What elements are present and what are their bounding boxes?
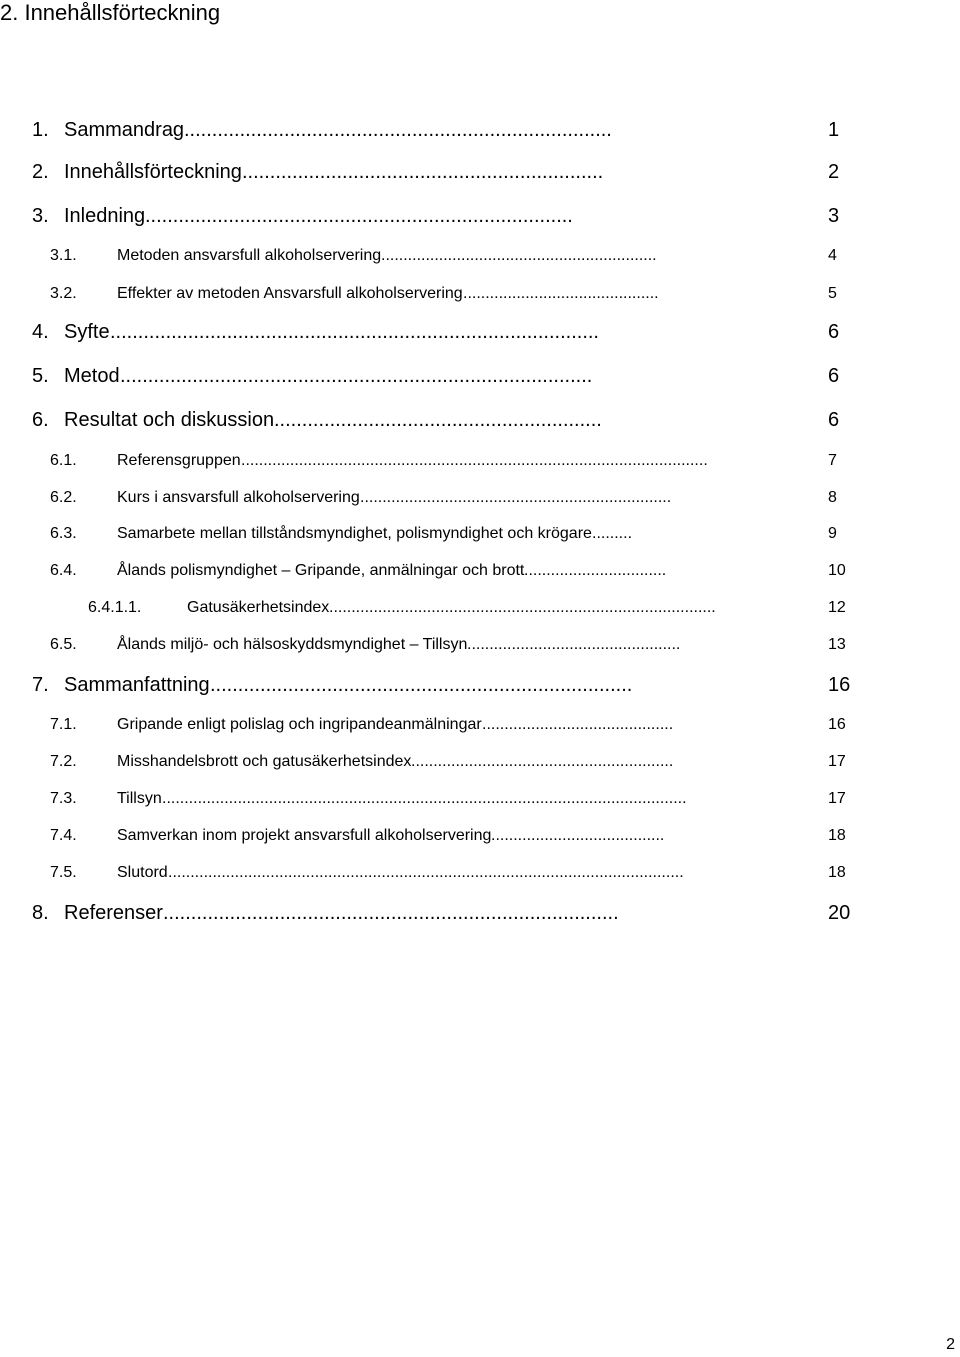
toc-entry-leader-dots: ............................................................................ bbox=[210, 674, 633, 696]
toc-entry-page-number: 1 bbox=[828, 119, 840, 141]
toc-entry-number: 3.1. bbox=[50, 247, 77, 264]
toc-entry-leader-dots: ......... bbox=[592, 525, 633, 542]
toc-entry-title: Gripande enligt polislag och ingripandeanmälningar bbox=[117, 716, 482, 733]
toc-entry[interactable] bbox=[0, 407, 960, 433]
toc-entry[interactable] bbox=[0, 283, 960, 305]
toc-entry-title: Samverkan inom projekt ansvarsfull alkoholservering bbox=[117, 827, 492, 844]
toc-entry-page-number: 13 bbox=[828, 636, 846, 653]
toc-entry-number: 7.4. bbox=[50, 827, 77, 844]
toc-entry-number: 8. bbox=[32, 902, 49, 924]
toc-entry-leader-dots: ........................................... bbox=[482, 716, 674, 733]
toc-entry-page-number: 3 bbox=[828, 205, 840, 227]
toc-entry-leader-dots: ................................................................. bbox=[242, 161, 604, 183]
toc-entry-title: Syfte bbox=[64, 321, 110, 343]
toc-entry-leader-dots: .................................................................................................................... bbox=[168, 864, 684, 881]
toc-entry-page-number: 7 bbox=[828, 452, 837, 469]
toc-entry-page-number: 18 bbox=[828, 864, 846, 881]
toc-entry-page-number: 6 bbox=[828, 365, 840, 387]
toc-entry-title: Misshandelsbrott och gatusäkerhetsindex bbox=[117, 753, 412, 770]
toc-entry[interactable] bbox=[0, 117, 960, 143]
toc-entry-number: 6. bbox=[32, 409, 49, 431]
toc-entry-title: Gatusäkerhetsindex bbox=[187, 599, 330, 616]
toc-entry[interactable] bbox=[0, 788, 960, 810]
toc-entry[interactable] bbox=[0, 159, 960, 185]
page-title: 2. Innehållsförteckning bbox=[0, 0, 221, 25]
toc-entry-number: 3. bbox=[32, 205, 49, 227]
toc-entry-page-number: 18 bbox=[828, 827, 846, 844]
toc-entry[interactable] bbox=[0, 203, 960, 229]
toc-entry-number: 6.3. bbox=[50, 525, 77, 542]
toc-entry-leader-dots: ........................................................... bbox=[274, 409, 602, 431]
toc-entry[interactable] bbox=[0, 900, 960, 926]
toc-entry-number: 6.4.1.1. bbox=[88, 599, 142, 616]
page-number: 2 bbox=[946, 1336, 955, 1353]
toc-entry-title: Ålands polismyndighet – Gripande, anmälningar och brott bbox=[117, 562, 525, 579]
toc-entry-leader-dots: ................................................ bbox=[467, 636, 681, 653]
toc-entry[interactable] bbox=[0, 245, 960, 267]
toc-entry-page-number: 6 bbox=[828, 321, 840, 343]
toc-entry-leader-dots: ....................................................................................... bbox=[329, 599, 716, 616]
toc-entry-page-number: 20 bbox=[828, 902, 851, 924]
toc-entry-title: Metod bbox=[64, 365, 120, 387]
toc-entry-page-number: 16 bbox=[828, 716, 846, 733]
toc-entry-page-number: 8 bbox=[828, 489, 837, 506]
toc-entry-page-number: 17 bbox=[828, 790, 846, 807]
toc-entry-number: 5. bbox=[32, 365, 49, 387]
toc-entry-leader-dots: ...................................................................... bbox=[360, 489, 672, 506]
toc-entry[interactable] bbox=[0, 597, 960, 619]
toc-entry-leader-dots: ............................................................................. bbox=[184, 119, 612, 141]
toc-entry-number: 7.1. bbox=[50, 716, 77, 733]
toc-entry-title: Metoden ansvarsfull alkoholservering bbox=[117, 247, 382, 264]
toc-entry[interactable] bbox=[0, 560, 960, 582]
toc-entry-leader-dots: ........................................................... bbox=[411, 753, 674, 770]
toc-entry-title: Kurs i ansvarsfull alkoholservering bbox=[117, 489, 360, 506]
toc-entry[interactable] bbox=[0, 672, 960, 698]
toc-entry-title: Ålands miljö- och hälsoskyddsmyndighet – Tillsyn bbox=[117, 636, 468, 653]
toc-entry-page-number: 2 bbox=[828, 161, 840, 183]
toc-entry[interactable] bbox=[0, 714, 960, 736]
toc-entry-number: 7.2. bbox=[50, 753, 77, 770]
toc-entry-number: 4. bbox=[32, 321, 49, 343]
toc-entry-title: Innehållsförteckning bbox=[64, 161, 242, 183]
toc-entry-page-number: 12 bbox=[828, 599, 846, 616]
toc-entry-number: 6.4. bbox=[50, 562, 77, 579]
toc-entry[interactable] bbox=[0, 862, 960, 884]
toc-entry-number: 6.5. bbox=[50, 636, 77, 653]
toc-entry-title: Slutord bbox=[117, 864, 168, 881]
toc-entry-page-number: 4 bbox=[828, 247, 837, 264]
toc-entry-leader-dots: ........................................................................................ bbox=[110, 321, 599, 343]
toc-entry-number: 3.2. bbox=[50, 285, 77, 302]
toc-entry-leader-dots: ............................................ bbox=[463, 285, 659, 302]
toc-entry-page-number: 5 bbox=[828, 285, 837, 302]
toc-entry-page-number: 17 bbox=[828, 753, 846, 770]
toc-entry-number: 6.1. bbox=[50, 452, 77, 469]
toc-entry-title: Sammandrag bbox=[64, 119, 185, 141]
toc-entry-leader-dots: ............................................................................. bbox=[145, 205, 573, 227]
toc-entry-title: Effekter av metoden Ansvarsfull alkoholservering bbox=[117, 285, 463, 302]
toc-entry-page-number: 6 bbox=[828, 409, 840, 431]
toc-entry[interactable] bbox=[0, 634, 960, 656]
toc-entry-number: 7.3. bbox=[50, 790, 77, 807]
toc-entry-leader-dots: ....................................... bbox=[491, 827, 665, 844]
toc-entry[interactable] bbox=[0, 319, 960, 345]
toc-entry[interactable] bbox=[0, 523, 960, 545]
toc-entry-title: Samarbete mellan tillståndsmyndighet, polismyndighet och krögare bbox=[117, 525, 592, 542]
toc-entry-number: 7.5. bbox=[50, 864, 77, 881]
toc-entry-title: Sammanfattning bbox=[64, 674, 210, 696]
toc-entry-title: Tillsyn bbox=[117, 790, 162, 807]
toc-entry-leader-dots: ...................................................................................................................... bbox=[162, 790, 687, 807]
toc-entry-leader-dots: ................................ bbox=[524, 562, 667, 579]
toc-entry-number: 2. bbox=[32, 161, 49, 183]
toc-entry-number: 6.2. bbox=[50, 489, 77, 506]
toc-entry[interactable] bbox=[0, 487, 960, 509]
toc-entry-page-number: 9 bbox=[828, 525, 837, 542]
toc-entry-leader-dots: ......................................................................................................... bbox=[241, 452, 708, 469]
toc-entry-title: Referensgruppen bbox=[117, 452, 241, 469]
toc-entry[interactable] bbox=[0, 825, 960, 847]
toc-entry-title: Referenser bbox=[64, 902, 163, 924]
toc-entry-leader-dots: .................................................................................. bbox=[163, 902, 619, 924]
toc-entry-leader-dots: .............................................................. bbox=[381, 247, 657, 264]
toc-entry-title: Inledning bbox=[64, 205, 146, 227]
toc-entry-page-number: 16 bbox=[828, 674, 851, 696]
toc-entry-number: 7. bbox=[32, 674, 49, 696]
toc-entry-number: 1. bbox=[32, 119, 49, 141]
toc-entry[interactable] bbox=[0, 751, 960, 773]
toc-entry-title: Resultat och diskussion bbox=[64, 409, 275, 431]
toc-entry-leader-dots: ..................................................................................... bbox=[120, 365, 593, 387]
toc-entry[interactable] bbox=[0, 363, 960, 389]
toc-entry-page-number: 10 bbox=[828, 562, 846, 579]
toc-entry[interactable] bbox=[0, 450, 960, 472]
